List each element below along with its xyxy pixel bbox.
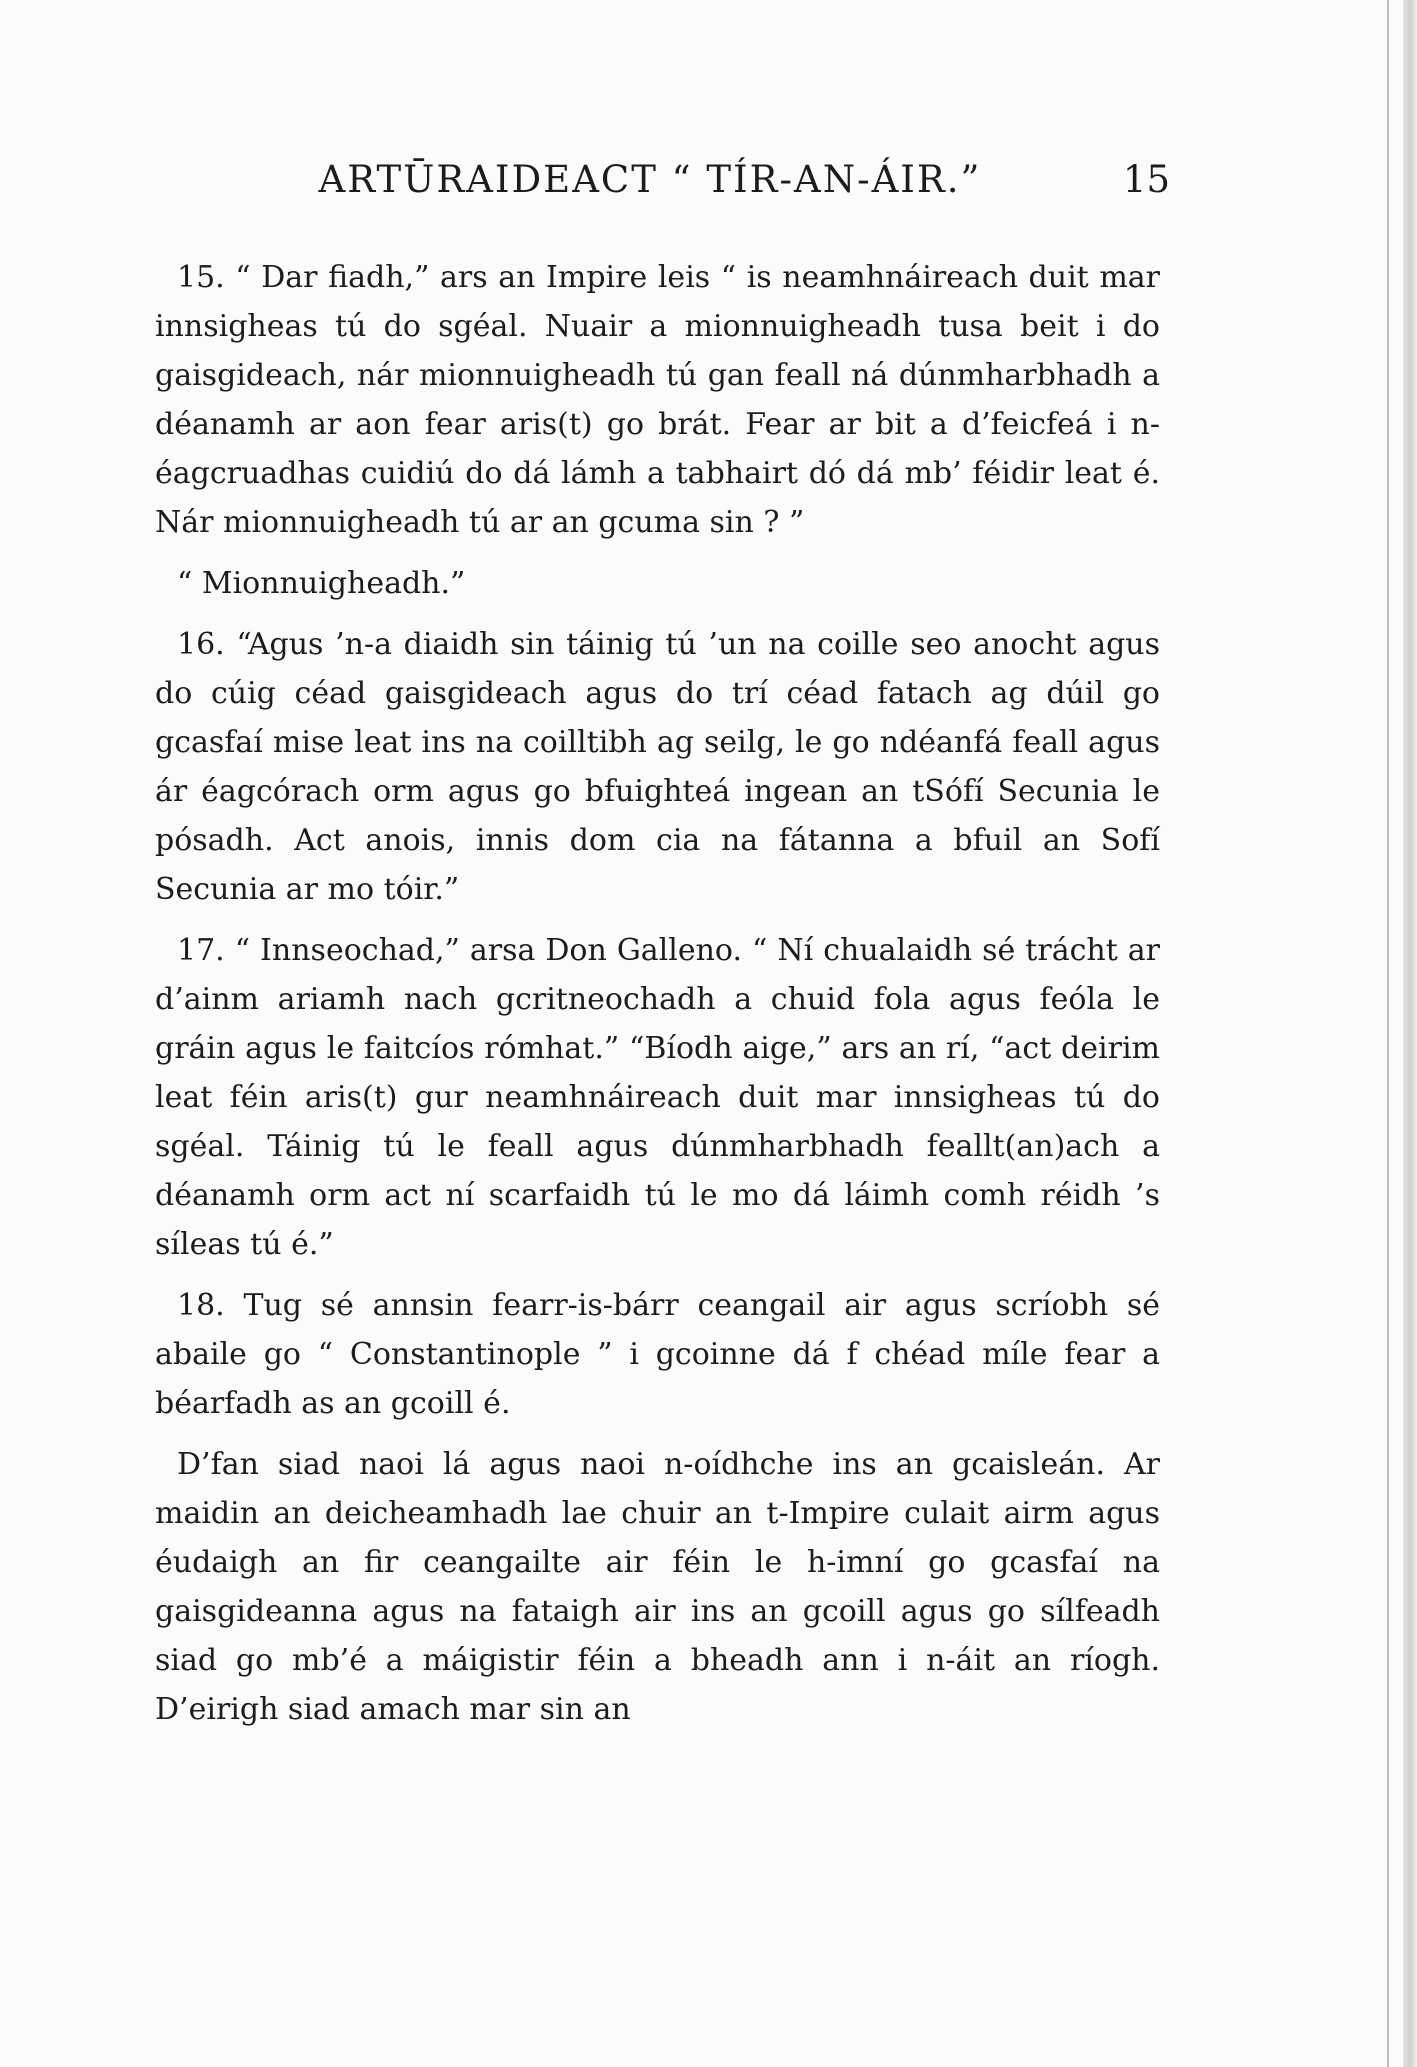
page-number: 15: [1122, 158, 1170, 201]
paragraph-17: 17. “ Innseochad,” arsa Don Galleno. “ Ní chualaidh sé trácht ar d’ainm ariamh nach gcritneochadh a chuid fola agus feóla le gráin agus le faitcíos rómhat.” “Bíodh aige,” ars an rí, “act deirim leat féin aris(t) gur neamhnáireach duit mar innsigheas tú do sgéal. Táinig tú le feall agus dúnmharbhadh feallt(an)ach a déanamh orm act ní scarfaidh tú le mo dá láimh comh réidh ’s síleas tú é.”: [155, 933, 1160, 1262]
running-title: ARTŪRAIDEACT “ TÍR-AN-ÁIR.”: [318, 158, 982, 201]
paragraph-reply: “ Mionnuigheadh.”: [177, 566, 466, 601]
paragraph-16: 16. “Agus ’n-a diaidh sin táinig tú ’un na coille seo anocht agus do cúig céad gaisgideach agus do trí céad fatach ag dúil go gcasfaí mise leat ins na coilltibh ag seilg, le go ndéanfá feall agus ár éagcórach orm agus go bfuighteá ingean an tSófí Secunia le pósadh. Act anois, innis dom cia na fátanna a bfuil an Sofí Secunia ar mo tóir.”: [155, 627, 1160, 907]
paragraph-18: 18. Tug sé annsin fearr-is-bárr ceangail air agus scríobh sé abaile go “ Constantinople ” i gcoinne dá f chéad míle fear a béarfadh as an gcoill é.: [155, 1288, 1160, 1421]
page-header: [130, 158, 1170, 218]
paragraph-15: 15. “ Dar fiadh,” ars an Impire leis “ is neamhnáireach duit mar innsigheas tú do sgéal. Nuair a mionnuigheadh tusa beit i do gaisgideach, nár mionnuigheadh tú gan feall ná dúnmharbhadh a déanamh ar aon fear aris(t) go brát. Fear ar bit a d’feicfeá i n-éagcruadhas cuidiú do dá lámh a tabhairt dó dá mb’ féidir leat é. Nár mionnuigheadh tú ar an gcuma sin ? ”: [155, 260, 1160, 540]
body-text: [155, 253, 1160, 1734]
paragraph-continuation: D’fan siad naoi lá agus naoi n-oídhche ins an gcaisleán. Ar maidin an deicheamhadh lae chuir an t-Impire culait airm agus éudaigh an fir ceangailte air féin le h-imní go gcasfaí na gaisgideanna agus na fataigh air ins an gcoill agus go sílfeadh siad go mb’é a máigistir féin a bheadh ann i n-áit an ríogh. D’eirigh siad amach mar sin an: [155, 1447, 1160, 1727]
page-edge-line: [1387, 0, 1389, 2067]
page-edge-shadow: [1403, 0, 1417, 2067]
